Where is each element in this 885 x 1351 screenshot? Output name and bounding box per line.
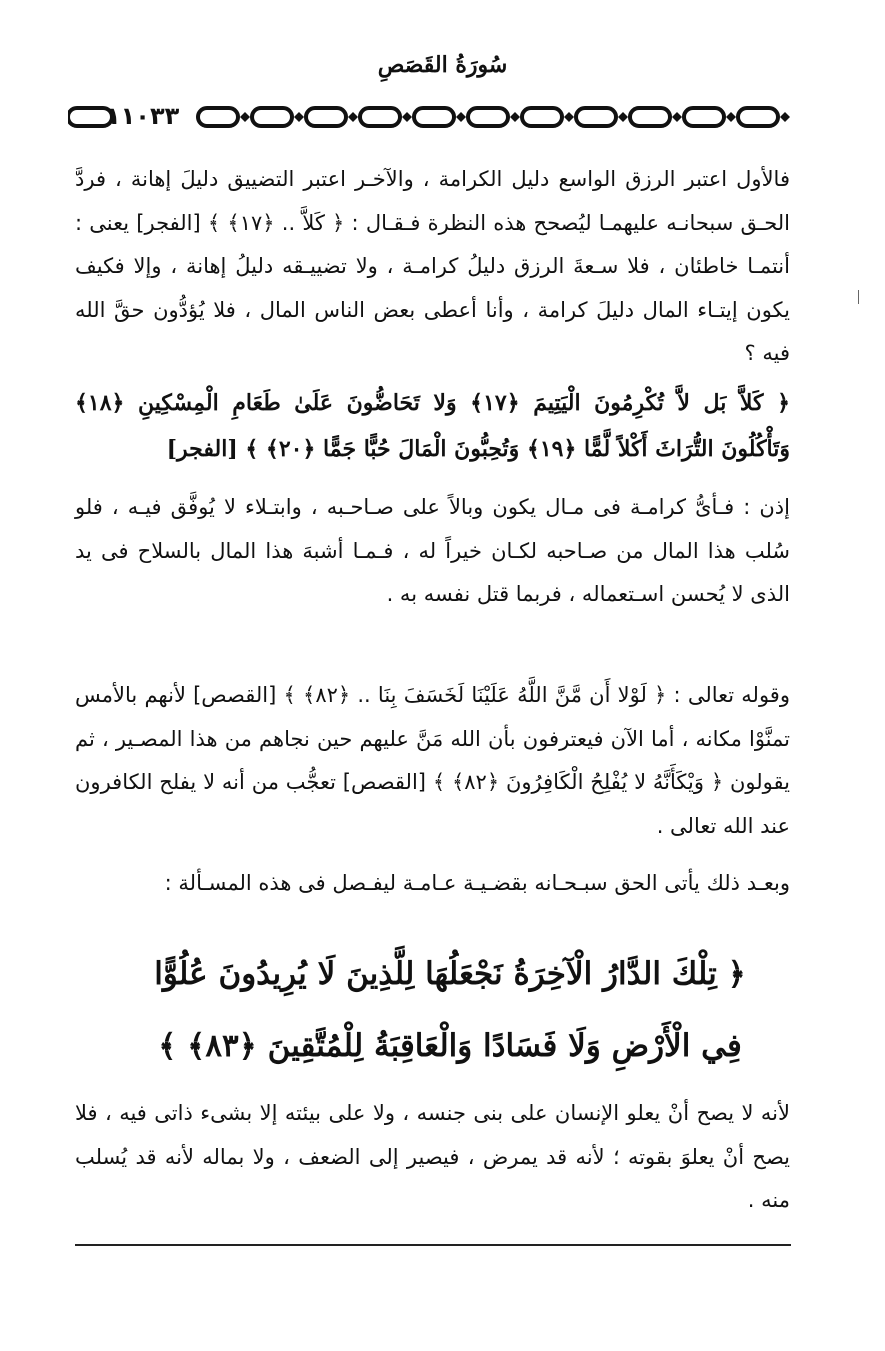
chain-ornament-icon xyxy=(68,98,828,138)
paragraph-text: لأنه لا يصح أنْ يعلو الإنسان على بنى جنسه ، ولا على بيئته إلا بشىء ذاتى فيه ، فلا يصح أنْ يعلوَ بقوته ؛ لأنه قد يمرض ، فيصير إلى الضعف ، ولا بماله لأنه قد يُسلب منه . xyxy=(75,1101,790,1212)
paragraph-5 xyxy=(75,1092,790,1223)
surah-title: سُورَةُ القَصَصِ xyxy=(377,52,508,78)
paragraph-text: وبعـد ذلك يأتى الحق سبـحـانه بقضـيـة عـامـة ليفـصل فى هذه المسـألة : xyxy=(164,871,790,895)
paragraph-1 xyxy=(75,158,790,376)
highlighted-verse xyxy=(150,938,750,1082)
highlighted-verse-text: ﴿ تِلْكَ الدَّارُ الْآخِرَةُ نَجْعَلُهَا لِلَّذِينَ لَا يُرِيدُونَ عُلُوًّا فِي الْأَرْضِ وَلَا فَسَادًا وَالْعَاقِبَةُ لِلْمُتَّقِينَ ﴿٨٣﴾ ﴾ xyxy=(154,956,746,1064)
paragraph-text: وقوله تعالى : ﴿ لَوْلا أَن مَّنَّ اللَّهُ عَلَيْنَا لَخَسَفَ بِنَا .. ﴿٨٢﴾ ﴾ [القصص] لأنهم بالأمس تمنَّوْا مكانه ، أما الآن فيعترفون بأن الله مَنَّ عليهم حين نجاهم من هذا المصـير ، ثم يقولون ﴿ وَيْكَأَنَّهُ لا يُفْلِحُ الْكَافِرُونَ ﴿٨٢﴾ ﴾ [القصص] تعجُّب من أنه لا يفلح الكافرون عند الله تعالى . xyxy=(75,683,790,838)
page-number: ١١٠٣٣ xyxy=(106,102,180,130)
paragraph-4 xyxy=(75,862,790,906)
margin-mark xyxy=(858,290,859,304)
paragraph-text: فالأول اعتبر الرزق الواسع دليل الكرامة ، والآخـر اعتبر التضييق دليلَ إهانة ، فردَّ الحـق سبحانـه عليهمـا ليُصحح هذه النظرة فـقـال : ﴿ كَلاَّ .. ﴿١٧﴾ ﴾ [الفجر] يعنى : أنتمـا خاطئان ، فلا سـعةَ الرزق دليلُ كرامـة ، ولا تضييـقه دليلُ إهانة ، وإلا فكيف يكون إيتـاء المال دليلَ كرامة ، وأنا أعطى بعض الناس المال ، فلا يُؤدُّون حقَّ الله فيه ؟ xyxy=(75,167,790,365)
quran-verses-block xyxy=(75,380,790,472)
quran-verses-text: ﴿ كَلاَّ بَل لاَّ تُكْرِمُونَ الْيَتِيمَ ﴿١٧﴾ وَلا تَحَاضُّونَ عَلَىٰ طَعَامِ الْمِسْكِينِ ﴿١٨﴾ وَتَأْكُلُونَ التُّرَاثَ أَكْلاً لَّمًّا ﴿١٩﴾ وَتُحِبُّونَ الْمَالَ حُبًّا جَمًّا ﴿٢٠﴾ ﴾ [الفجر] xyxy=(75,390,790,462)
header-ornament xyxy=(68,98,828,138)
paragraph-3 xyxy=(75,674,790,848)
paragraph-2 xyxy=(75,486,790,617)
bottom-rule xyxy=(75,1244,791,1246)
paragraph-text: إذن : فـأىُّ كرامـة فى مـال يكون وبالاً على صـاحـبه ، وابتـلاء لا يُوفَّق فيـه ، فلو سُلب هذا المال من صـاحبه لكـان خيراً له ، فـمـا أشبهَ هذا المال بالسلاح فى يد الذى لا يُحسن اسـتعماله ، فربما قتل نفسه به . xyxy=(75,495,790,606)
